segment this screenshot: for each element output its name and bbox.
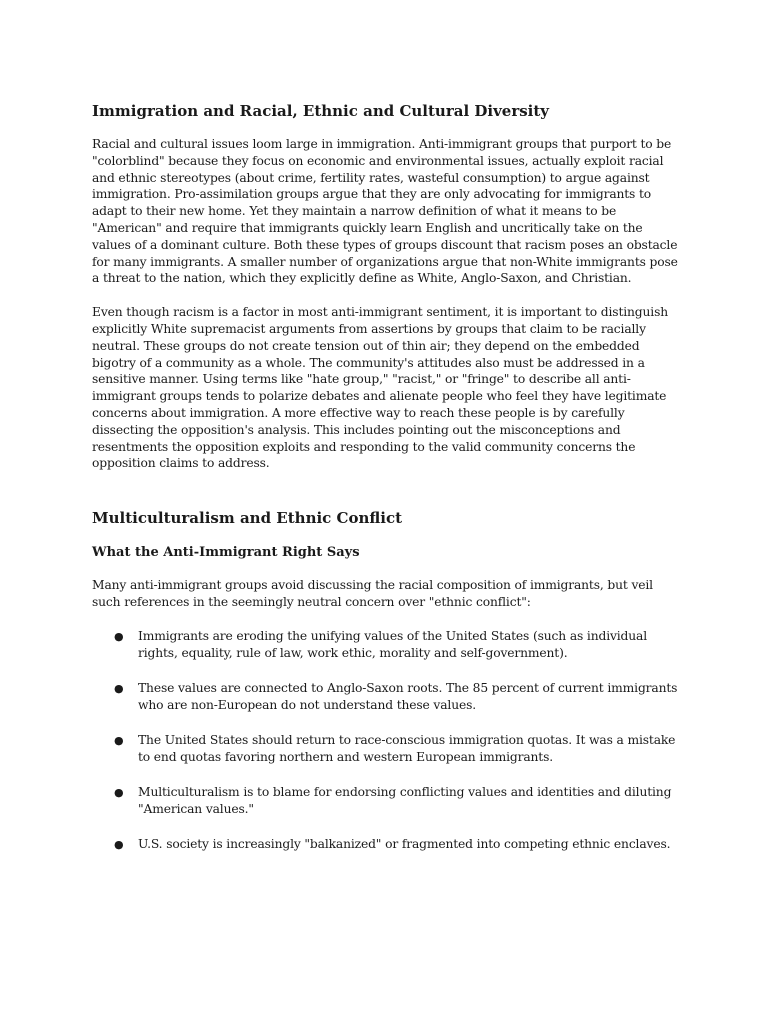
section-title-diversity: Immigration and Racial, Ethnic and Cultural Diversity: [92, 102, 550, 120]
subsection-title-anti-immigrant-right: What the Anti-Immigrant Right Says: [92, 545, 360, 561]
bullet-icon: ●: [114, 629, 124, 643]
list-item: [92, 836, 678, 853]
bullet-list: [92, 628, 676, 853]
section-title-multiculturalism: Multiculturalism and Ethnic Conflict: [92, 509, 403, 528]
bullet-icon: ●: [114, 837, 124, 851]
paragraph-intro-ethnic-conflict: Many anti-immigrant groups avoid discussing the racial composition of immigrants, but veil such references in the seemingly neutral concern over "ethnic conflict":: [92, 578, 653, 609]
bullet-icon: ●: [114, 733, 124, 747]
list-item: [92, 732, 678, 766]
list-item-text: Multiculturalism is to blame for endorsing conflicting values and identities and diluting "American values.": [138, 784, 672, 816]
list-item-text: The United States should return to race-conscious immigration quotas. It was a mistake to end quotas favoring northern and western European immigrants.: [138, 732, 676, 764]
paragraph-racism-factor: Even though racism is a factor in most anti-immigrant sentiment, it is important to distinguish explicitly White supremacist arguments from assertions by groups that claim to be racially neutral. These groups do not create tension out of thin air; they depend on the embedded bigotry of a community as a whole. The community's attitudes also must be addressed in a sensitive manner. Using terms like "hate group," "racist," or "fringe" to describe all anti-immigrant groups tends to polarize debates and alienate people who feel they have legitimate concerns about immigration. A more effective way to reach these people is by carefully dissecting the opposition's analysis. This includes pointing out the misconceptions and resentments the opposition exploits and responding to the valid community concerns the opposition claims to address.: [92, 305, 669, 471]
bullet-icon: ●: [114, 785, 124, 799]
list-item: [92, 680, 678, 714]
list-item: [92, 784, 678, 818]
list-item-text: U.S. society is increasingly "balkanized" or fragmented into competing ethnic enclaves.: [138, 836, 671, 851]
section-spacer: [92, 489, 676, 507]
list-item: [92, 628, 678, 662]
bullet-icon: ●: [114, 681, 124, 695]
list-item-text: Immigrants are eroding the unifying values of the United States (such as individual rights, equality, rule of law, work ethic, morality and self-government).: [138, 628, 648, 660]
list-item-text: These values are connected to Anglo-Saxon roots. The 85 percent of current immigrants who are non-European do not understand these values.: [138, 680, 678, 712]
paragraph-racial-issues: Racial and cultural issues loom large in immigration. Anti-immigrant groups that purport to be "colorblind" because they focus on economic and environmental issues, actually exploit racial and ethnic stereotypes (about crime, fertility rates, wasteful consumption) to argue against immigration. Pro-assimilation groups argue that they are only advocating for immigrants to adapt to their new home. Yet they maintain a narrow definition of what it means to be "American" and require that immigrants quickly learn English and uncritically take on the values of a dominant culture. Both these types of groups discount that racism poses an obstacle for many immigrants. A smaller number of organizations argue that non-White immigrants pose a threat to the nation, which they explicitly define as White, Anglo-Saxon, and Christian.: [92, 137, 678, 286]
